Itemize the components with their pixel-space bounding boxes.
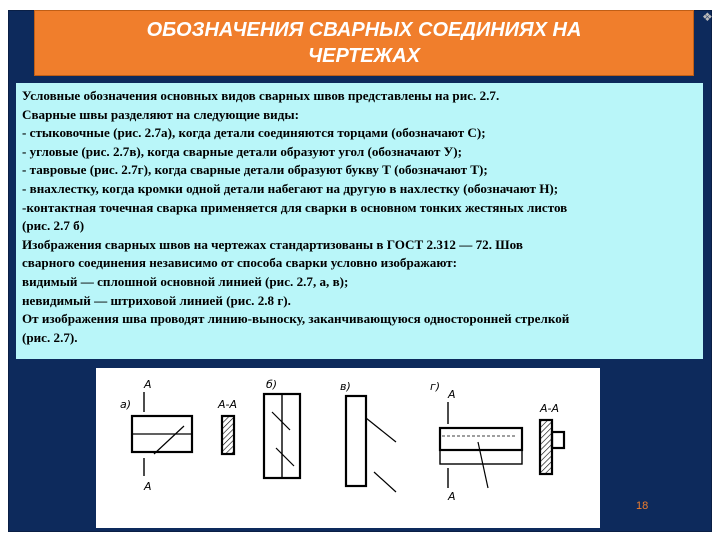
fig-label-g: г) — [430, 380, 441, 393]
body-line: сварного соединения независимо от способа сварки условно изображают: — [22, 255, 457, 271]
fig-g-section — [540, 420, 552, 474]
fig-letter-g-bottom: А — [448, 490, 456, 503]
weld-drawings — [96, 368, 600, 528]
fig-letter-a-bottom: А — [144, 480, 152, 493]
fig-label-a: а) — [120, 398, 132, 411]
body-text-box — [16, 83, 703, 359]
fig-a-section — [222, 416, 234, 454]
fig-section-a: А-А — [218, 398, 238, 411]
body-line: - внахлестку, когда кромки одной детали набегают на другую в нахлестку (обозначают Н); — [22, 180, 559, 196]
fig-label-b: б) — [266, 378, 278, 391]
fig-v-plate — [346, 396, 366, 486]
slide-title: ОБОЗНАЧЕНИЯ СВАРНЫХ СОЕДИНИЯХ НА ЧЕРТЕЖАХ — [146, 19, 582, 67]
body-line: видимый — сплошной основной линией (рис. 2.7, а, в); — [22, 273, 349, 289]
fig-g-plate — [440, 428, 522, 450]
body-line: (рис. 2.7 б) — [22, 218, 85, 234]
title-banner — [34, 10, 694, 76]
fig-g-section-rib — [552, 432, 564, 448]
body-line: невидимый — штриховой линией (рис. 2.8 г). — [22, 292, 291, 308]
weld-figure-panel — [96, 368, 600, 528]
body-line: -контактная точечная сварка применяется для сварки в основном тонких жестяных листов — [22, 199, 568, 215]
body-line: Изображения сварных швов на чертежах стандартизованы в ГОСТ 2.312 — 72. Шов — [22, 236, 523, 252]
page-number: 18 — [636, 500, 649, 512]
body-line: - стыковочные (рис. 2.7а), когда детали соединяются торцами (обозначают С); — [22, 125, 486, 141]
body-line: (рис. 2.7). — [22, 329, 78, 345]
fig-letter-a-top: А — [144, 378, 152, 391]
fig-letter-g-top: А — [448, 388, 456, 401]
slide-corner-icon: ❖ — [702, 10, 713, 24]
body-line: - тавровые (рис. 2.7г), когда сварные детали образуют букву Т (обозначают Т); — [22, 162, 488, 178]
body-line: От изображения шва проводят линию-выноску, заканчивающуюся односторонней стрелкой — [22, 311, 570, 327]
fig-label-v: в) — [340, 380, 351, 393]
body-line: Условные обозначения основных видов сварных швов представлены на рис. 2.7. — [22, 88, 500, 103]
body-line: Сварные швы разделяют на следующие виды: — [22, 106, 299, 122]
body-line: - угловые (рис. 2.7в), когда сварные детали образуют угол (обозначают У); — [22, 143, 462, 159]
fig-section-g: А-А — [540, 402, 560, 415]
